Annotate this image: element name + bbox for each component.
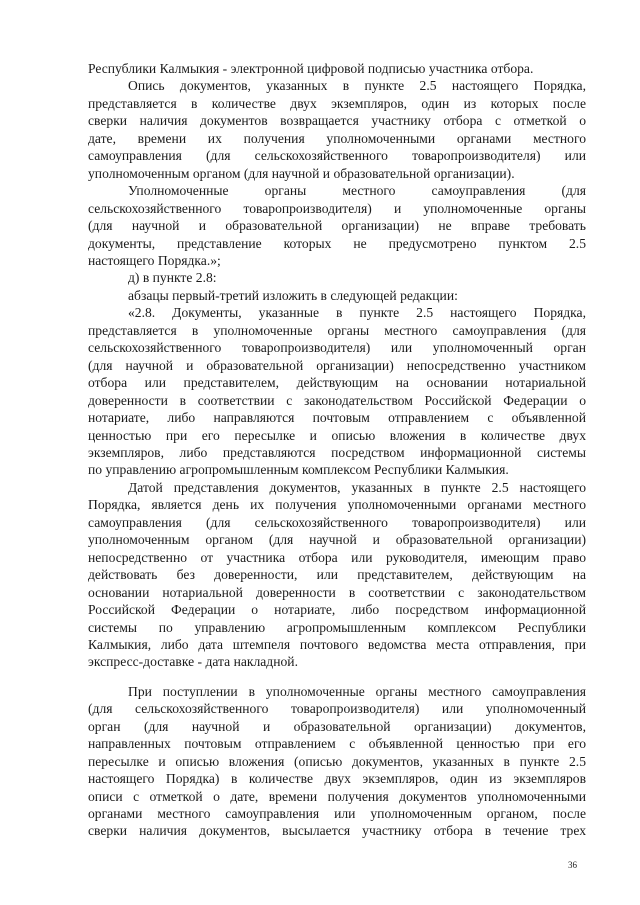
text-line: Уполномоченные органы местного самоуправления (для <box>128 183 586 199</box>
text-line: настоящего Порядка) в количестве двух экземпляров, один из экземпляров <box>88 771 586 787</box>
text-line: Опись документов, указанных в пункте 2.5 настоящего Порядка, <box>128 78 586 94</box>
text-line: (для научной и образовательной организации) не вправе требовать <box>88 218 586 234</box>
text-line: Российской Федерации о нотариате, либо посредством информационной <box>88 602 586 618</box>
text-line: орган (для научной и образовательной организации) документов, <box>88 718 586 734</box>
text-line: описи с отметкой о дате, времени получения документов уполномоченными <box>88 788 586 804</box>
text-line: представляется в уполномоченные органы местного самоуправления (для <box>88 322 586 338</box>
text-line: Калмыкия, либо дата штемпеля почтового ведомства места отправления, при <box>88 636 586 652</box>
text-line: непосредственно от участника отбора или руководителя, имеющим право <box>88 549 586 565</box>
text-line: (для научной и образовательной организации) непосредственно участником <box>88 357 586 373</box>
text-line: действовать без доверенности, или представителем, действующим на <box>88 567 586 583</box>
text-line: представляется в количестве двух экземпляров, один из которых после <box>88 95 586 111</box>
text-line: «2.8. Документы, указанные в пункте 2.5 настоящего Порядка, <box>128 305 586 321</box>
text-line: нотариате, либо направляются почтовым отправлением с объявленной <box>88 410 586 426</box>
text-line: системы по управлению агропромышленным комплексом Республики <box>88 619 586 635</box>
text-line: доверенности в соответствии с законодательством Российской Федерации о <box>88 392 586 408</box>
text-line: настоящего Порядка.»; <box>88 252 221 268</box>
text-line: (для сельскохозяйственного товаропроизводителя) или уполномоченный <box>88 701 586 717</box>
text-line: сверки наличия документов возвращается участнику отбора с отметкой о <box>88 113 586 129</box>
text-line: уполномоченным органом (для научной и образовательной организации) <box>88 532 586 548</box>
body-text <box>88 60 586 840</box>
text-line: Датой представления документов, указанных в пункте 2.5 настоящего <box>128 479 586 495</box>
text-line: документы, представление которых не предусмотрено пунктом 2.5 <box>88 235 586 251</box>
text-line: д) в пункте 2.8: <box>128 270 217 286</box>
text-line: направленных почтовым отправлением с объявленной ценностью при его <box>88 736 586 752</box>
text-line: органами местного самоуправления или уполномоченным органом, после <box>88 806 586 822</box>
page-number: 36 <box>568 860 577 870</box>
text-line: абзацы первый-третий изложить в следующей редакции: <box>128 287 458 303</box>
text-line: отбора или представителем, действующим на основании нотариальной <box>88 375 586 391</box>
text-line: основании нотариальной доверенности в соответствии с законодательством <box>88 584 586 600</box>
text-line: экспресс-доставке - дата накладной. <box>88 654 298 670</box>
text-line: дате, времени их получения уполномоченными органами местного <box>88 130 586 146</box>
text-line: сверки наличия документов, высылается участнику отбора в течение трех <box>88 823 586 839</box>
text-line: самоуправления (для сельскохозяйственного товаропроизводителя) или <box>88 514 586 530</box>
text-line: ценностью при его пересылке и описью вложения в количестве двух <box>88 427 586 443</box>
text-line: При поступлении в уполномоченные органы местного самоуправления <box>128 683 586 699</box>
text-line: Республики Калмыкия - электронной цифровой подписью участника отбора. <box>88 61 534 76</box>
text-line: по управлению агропромышленным комплексом Республики Калмыкия. <box>88 462 509 478</box>
text-line: Порядка, является день их получения уполномоченными органами местного <box>88 497 586 513</box>
text-line: сельскохозяйственного товаропроизводителя) и уполномоченные органы <box>88 200 586 216</box>
text-line: самоуправления (для сельскохозяйственного товаропроизводителя) или <box>88 148 586 164</box>
text-line: сельскохозяйственного товаропроизводителя) или уполномоченный орган <box>88 340 586 356</box>
text-line: пересылке и описью вложения (описью документов, указанных в пункте 2.5 <box>88 753 586 769</box>
text-line: уполномоченным органом (для научной и образовательной организации). <box>88 165 515 181</box>
text-line: экземпляров, либо представляются посредством информационной системы <box>88 444 586 460</box>
